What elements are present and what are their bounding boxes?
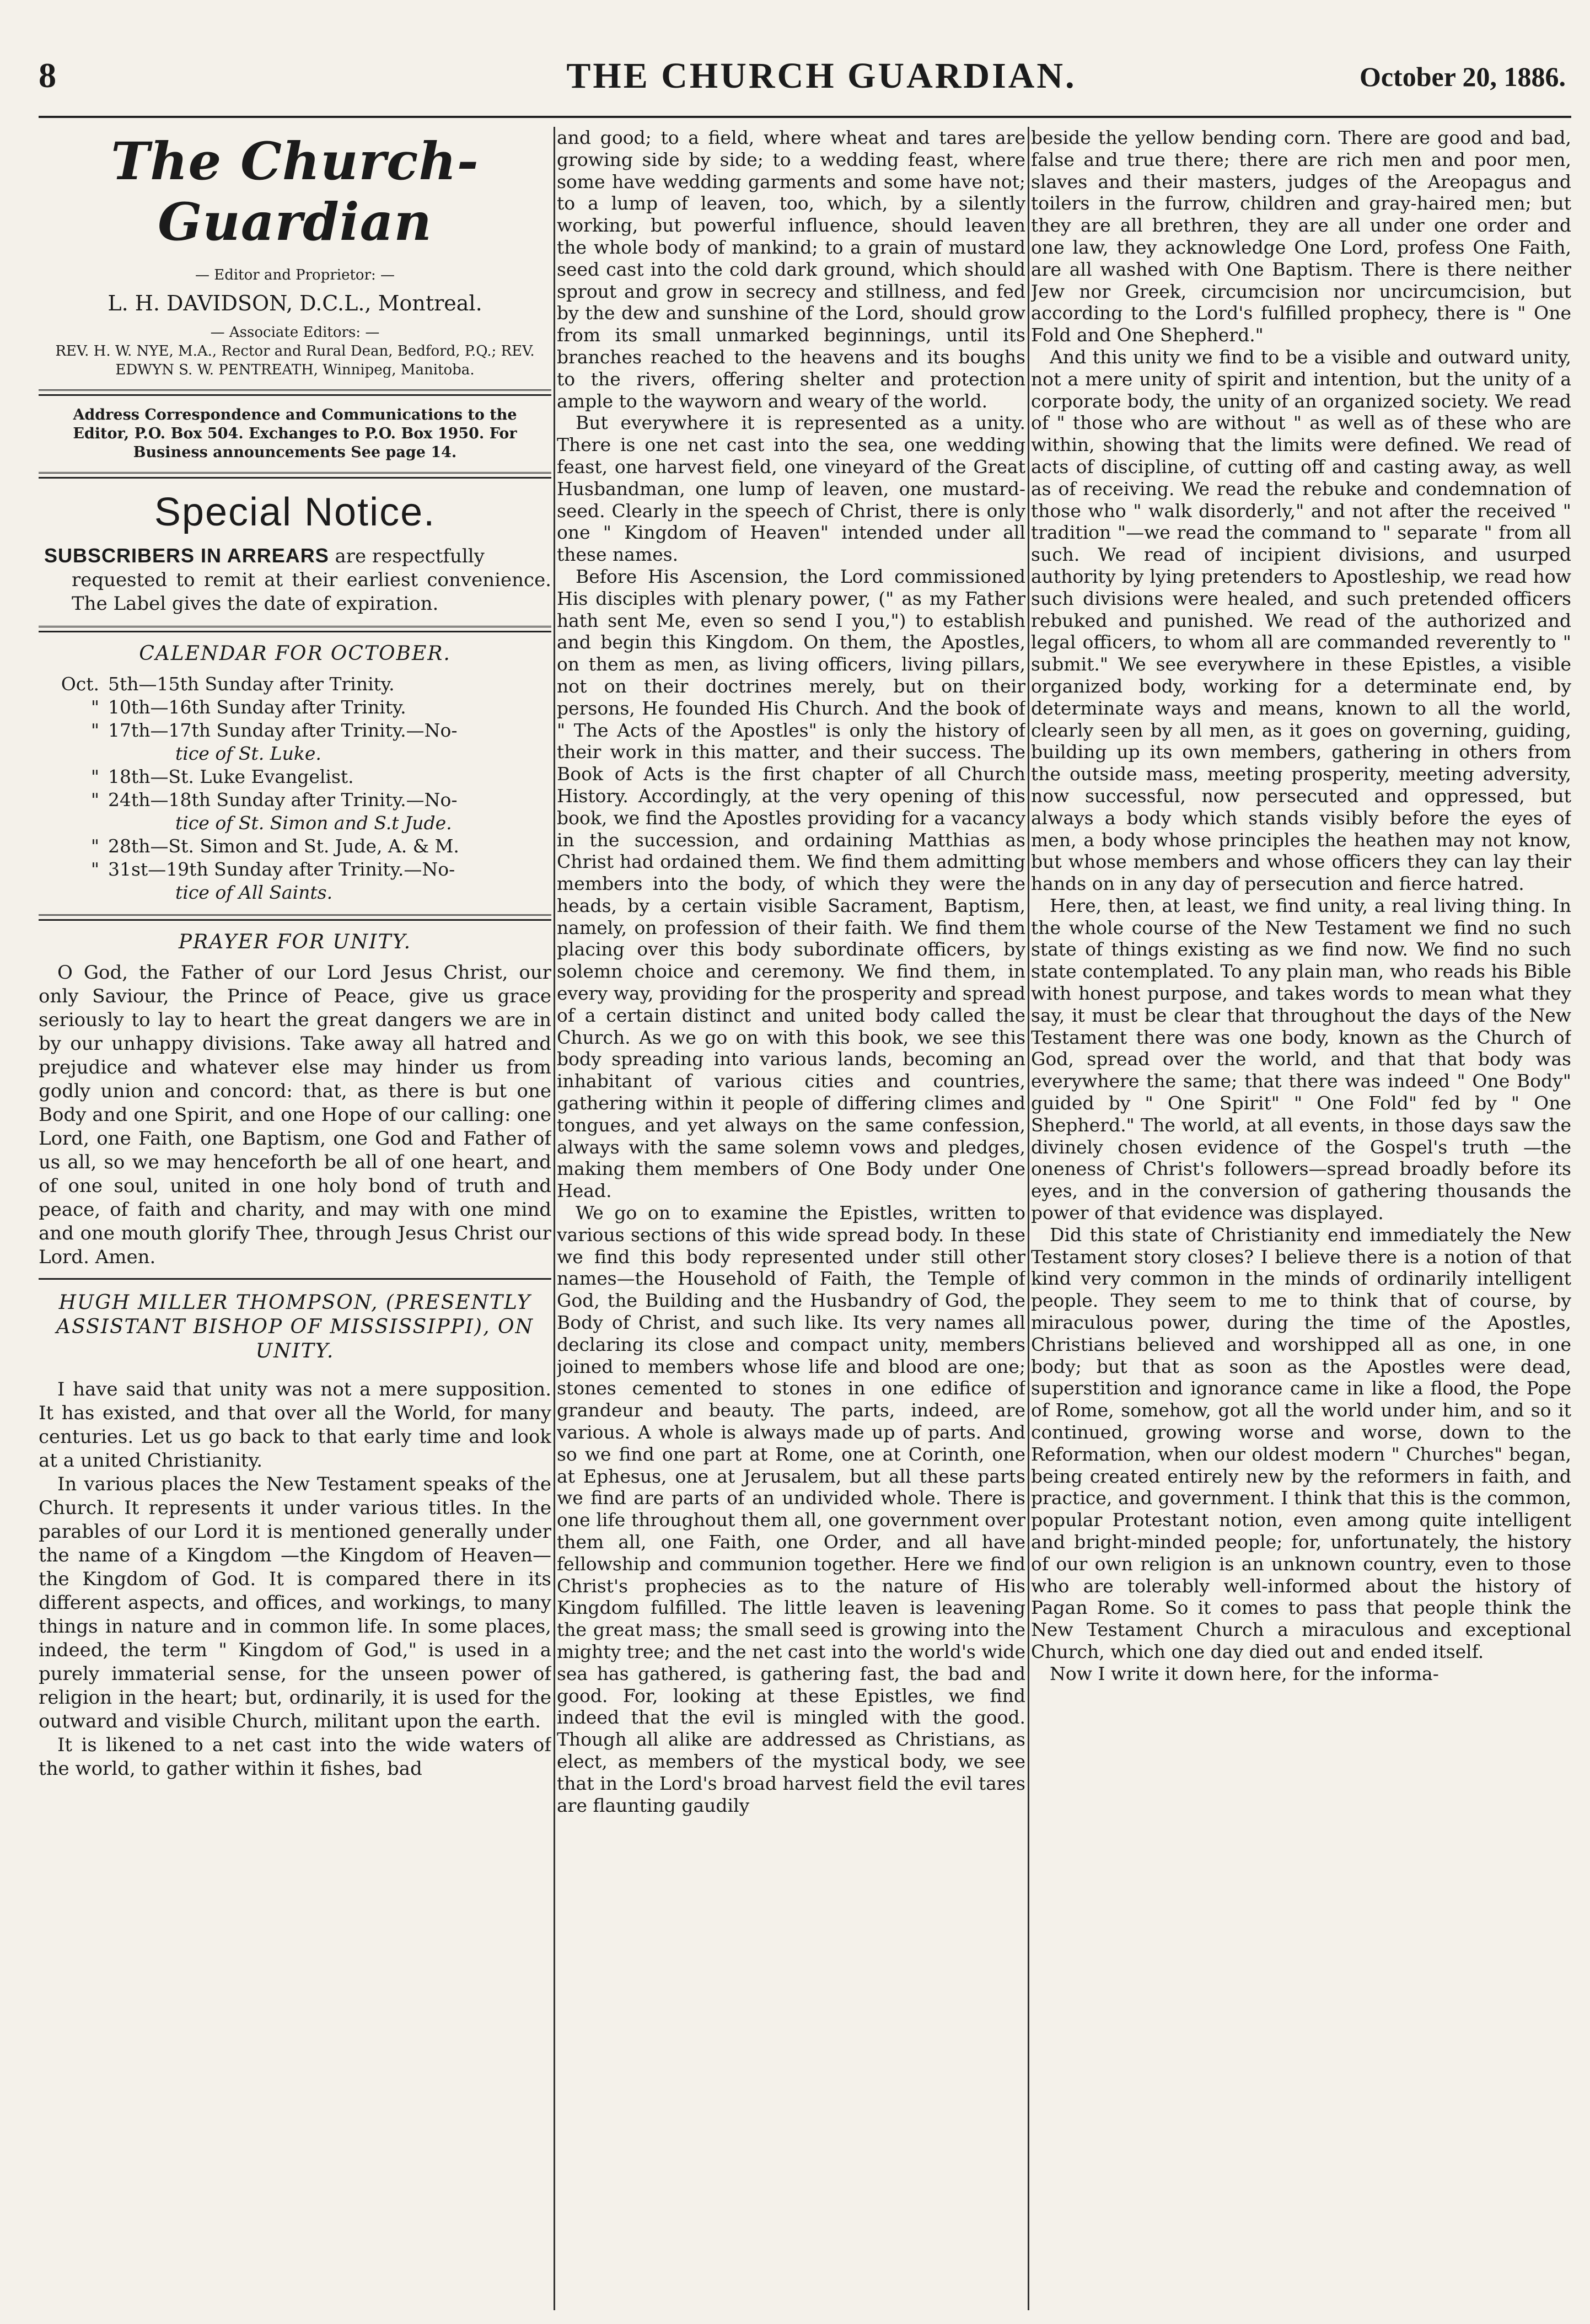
editor-name: L. H. DAVIDSON, D.C.L., Montreal. xyxy=(108,291,482,315)
article-paragraph: Now I write it down here, for the informa- xyxy=(1050,1662,1439,1684)
article-paragraph: It is likened to a net cast into the wide waters of the world, to gather within it fishes, bad xyxy=(39,1734,551,1780)
calendar-text: 17th—17th Sunday after Trinity.—No- xyxy=(108,720,458,741)
article-paragraph: and good; to a field, where wheat and tares are growing side by side; to a wedding feast, where some have wedding garments and some have not; to a lump of leaven, too, which, by a silently working, but powerful influence, should leaven the whole body of mankind; to a grain of mustard seed cast into the cold dark ground, which should sprout and grow in secrecy and stillness, and fed by the dew and sunshine of the Lord, should grow from its small unmarked beginnings, until its branches reached to the heavens and its boughs to the rivers, offering shelter and protection ample to the wayworn and weary of the world. xyxy=(557,127,1025,412)
address-notice: Address Correspondence and Communications to the Editor, P.O. Box 504. Exchanges to P.O. Box 1950. For Business announcements See page 14. xyxy=(73,406,517,461)
article-paragraph: beside the yellow bending corn. There are good and bad, false and true there; there are rich men and poor men, slaves and their masters, judges of the Areopagus and toilers in the furrow, children and gray-haired men; but they are all brethren, they are all under one order and one law, they acknowledge One Lord, profess One Faith, are all washed with One Baptism. There is there neither Jew nor Greek, circumcision nor uncircumcision, but according to the Lord's fulfilled prophecy, there is " One Fold and One Shepherd." xyxy=(1031,127,1571,346)
calendar-text: 24th—18th Sunday after Trinity.—No- xyxy=(108,789,458,811)
article-paragraph: I have said that unity was not a mere supposition. It has existed, and that over all the World, for many centuries. Let us go back to that early time and look at a united Christianity. xyxy=(39,1378,551,1472)
masthead-title: The Church-Guardian xyxy=(111,131,479,253)
calendar-month: " xyxy=(90,720,99,741)
calendar-entry xyxy=(39,719,551,742)
calendar-entry xyxy=(39,835,551,858)
column-divider xyxy=(554,127,555,2310)
calendar-heading: CALENDAR FOR OCTOBER. xyxy=(139,642,451,665)
calendar-continuation: tice of St. Simon and S.t Jude. xyxy=(175,812,452,834)
editor-label: — Editor and Proprietor: — xyxy=(195,267,395,283)
article-paragraph: And this unity we find to be a visible and outward unity, not a mere unity of spirit and intention, but the unity of a corporate body, the unity of an organized society. We read of " those who are without " as well as of these who are within, showing that the limits were defined. We read of acts of discipline, of cutting off and casting away, as well as of receiving. We read the rebuke and condemnation of those who " walk disorderly," and not after the received " tradition "—we read the command to " separate " from all such. We read of incipient divisions, and usurped authority by lying pretenders to Apostleship, we read how such divisions were healed, and such pretended officers rebuked and punished. We read of the authorized and legal officers, to whom all are commanded reverently to " submit." We see everywhere in these Epistles, a visible organized body, working for a determinate end, by determinate ways and means, known to all the world, clearly seen by all men, as it goes on governing, guiding, building up its own members, gathering in others from the outside mass, meeting prosperity, meeting adversity, now successful, now persecuted and oppressed, but always a body which stands visibly before the eyes of men, a body whose principles the heathen may not know, but whose members and whose officers they can lay their hands on in any day of persecution and fierce hatred. xyxy=(1031,346,1571,895)
divider xyxy=(39,472,551,479)
article-paragraph: Here, then, at least, we find unity, a real living thing. In the whole course of the New Testament we find no such state of things existing as we find now. We find no such state contemplated. To any plain man, who reads his Bible with honest purpose, and takes words to mean what they say, it must be clear that throughout the days of the New Testament there was one body, known as the Church of God, spread over the world, and that that body was everywhere the same; that there was indeed " One Body" guided by " One Spirit" " One Fold" fed by " One Shepherd." The world, at all events, in those days saw the divinely chosen evidence of the Gospel's truth —the oneness of Christ's followers—spread broadly before its eyes, and in the conversion of gathering thousands the power of that evidence was displayed. xyxy=(1031,894,1571,1224)
calendar-month: Oct. xyxy=(61,673,99,695)
calendar-month: " xyxy=(90,696,99,718)
associate-label: — Associate Editors: — xyxy=(210,324,380,341)
article-paragraph: Before His Ascension, the Lord commissioned His disciples with plenary power, (" as my Father hath sent Me, even so send I you,") to establish and begin this Kingdom. On them, the Apostles, on them as men, as living officers, living pillars, not on their doctrines merely, but on their persons, He founded His Church. And the book of " The Acts of the Apostles" is only the history of their work in this matter, and their success. The Book of Acts is the first chapter of all Church History. Accordingly, at the very opening of this book, we find the Apostles providing for a vacancy in the succession, and ordaining Matthias as Christ had ordained them. We find them admitting members into the body, of which they were the heads, by a certain visible Sacrament, Baptism, namely, on profession of their faith. We find them placing over this body subordinate officers, by solemn choice and ceremony. We find them, in every way, providing for the prosperity and spread of a certain distinct and united body called the Church. As we go on with this book, we see this body spreading into various lands, becoming an inhabitant of various cities and countries, gathering within it people of differing climes and tongues, and yet always on the same confession, always with the same solemn vows and pledges, making them members of One Body under One Head. xyxy=(557,565,1025,1202)
divider xyxy=(39,1278,551,1280)
special-notice-heading: Special Notice. xyxy=(154,490,436,534)
arrears-notice xyxy=(39,544,551,616)
arrears-lead: SUBSCRIBERS IN ARREARS xyxy=(44,544,329,567)
column-divider xyxy=(1028,127,1029,2310)
calendar-month: " xyxy=(90,766,99,787)
calendar-entry xyxy=(39,673,551,696)
prayer-heading: PRAYER FOR UNITY. xyxy=(178,931,412,953)
calendar-text: 18th—St. Luke Evangelist. xyxy=(108,766,354,787)
calendar-list xyxy=(39,673,551,904)
calendar-entry xyxy=(39,788,551,812)
calendar-text: 10th—16th Sunday after Trinity. xyxy=(108,696,406,718)
calendar-continuation: tice of St. Luke. xyxy=(175,743,321,764)
article-paragraph: But everywhere it is represented as a unity. There is one net cast into the sea, one wedding feast, one harvest field, one vineyard of the Great Husbandman, one lump of leaven, one mustard-seed. Clearly in the speech of Christ, there is only one " Kingdom of Heaven" intended under all these names. xyxy=(557,412,1025,566)
calendar-text: 5th—15th Sunday after Trinity. xyxy=(108,673,395,695)
article-paragraph: We go on to examine the Epistles, written to various sections of this wide spread body. In these we find this body represented under still other names—the Household of Faith, the Temple of God, the Building and the Husbandry of God, the Body of Christ, and such like. Its very names all declaring its close and compact unity, members joined to members whose life and blood are one; stones cemented to stones in one edifice of grandeur and beauty. The parts, indeed, are various. A whole is always made up of parts. And so we find one part at Rome, one at Corinth, one at Ephesus, one at Jerusalem, but all these parts we find are parts of an undivided whole. There is one life throughout them all, one government over them all, one Faith, one Order, and all have fellowship and communion together. Here we find Christ's prophecies as to the nature of His Kingdom fulfilled. The little leaven is leavening the great mass; the small seed is growing into the mighty tree; and the net cast into the world's wide sea has gathered, is gathering fast, the bad and good. For, looking at these Epistles, we find indeed that the evil is mingled with the good. Though all alike are addressed as Christians, as elect, as members of the mystical body, we see that in the Lord's broad harvest field the evil tares are flaunting gaudily xyxy=(557,1202,1025,1816)
calendar-text: 28th—St. Simon and St. Jude, A. & M. xyxy=(108,835,459,857)
prayer-text: O God, the Father of our Lord Jesus Christ, our only Saviour, the Prince of Peace, give us grace seriously to lay to heart the great dangers we are in by our unhappy divisions. Take away all hatred and prejudice and whatever else may hinder us from godly union and concord: that, as there is but one Body and one Spirit, and one Hope of our calling: one Lord, one Faith, one Baptism, one God and Father of us all, so we may henceforth be all of one heart, and of one soul, united in one holy bond of truth and peace, of faith and charity, and may with one mind and one mouth glorify Thee, through Jesus Christ our Lord. Amen. xyxy=(39,962,551,1268)
article-paragraph: Did this state of Christianity end immediately the New Testament story closes? I believe there is a notion of that kind very common in the minds of ordinarily intelligent people. They seem to me to think that of course, by miraculous power, during the time of the Apostles, Christians believed and worshipped all as one, in one body; but that as soon as the Apostles were dead, superstition and ignorance came in like a flood, the Pope of Rome, somehow, got all the world under him, and so it continued, growing worse and worse, down to the Reformation, when our oldest modern " Churches" began, being created entirely new by the reformers in faith, and practice, and government. I think that this is the common, popular Protestant notion, even among quite intelligent and bright-minded people; for, unfortunately, the history of our own religion is an unknown country, even to those who are tolerably well-informed about the history of Pagan Rome. So it comes to pass that people think the New Testament Church a miraculous and exceptional Church, which one day died out and ended itself. xyxy=(1031,1223,1571,1662)
arrears-text-first: are respectfully xyxy=(335,545,485,567)
calendar-month: " xyxy=(90,835,99,857)
calendar-entry xyxy=(39,765,551,788)
divider xyxy=(39,389,551,396)
issue-date: October 20, 1886. xyxy=(1359,61,1566,92)
column-1 xyxy=(39,127,551,2310)
divider xyxy=(39,626,551,632)
page-number: 8 xyxy=(39,56,56,95)
calendar-continuation: tice of All Saints. xyxy=(175,882,333,903)
column-2 xyxy=(557,127,1025,2310)
calendar-text: 31st—19th Sunday after Trinity.—No- xyxy=(108,858,455,880)
calendar-month: " xyxy=(90,858,99,880)
newspaper-title: THE CHURCH GUARDIAN. xyxy=(566,56,1077,96)
calendar-entry xyxy=(39,696,551,719)
article-heading: HUGH MILLER THOMPSON, (PRESENTLY ASSISTANT BISHOP OF MISSISSIPPI), ON UNITY. xyxy=(56,1291,534,1362)
column-3 xyxy=(1031,127,1571,2310)
associate-editors: REV. H. W. NYE, M.A., Rector and Rural Dean, Bedford, P.Q.; REV. EDWYN S. W. PENTREATH, Winnipeg, Manitoba. xyxy=(55,343,535,378)
article-paragraph: In various places the New Testament speaks of the Church. It represents it under various titles. In the parables of our Lord it is mentioned generally under the name of a Kingdom —the Kingdom of Heaven—the Kingdom of God. It is compared there in its different aspects, and offices, and workings, to many things in nature and in common life. In some places, indeed, the term " Kingdom of God," is used in a purely immaterial sense, for the unseen power of religion in the heart; but, ordinarily, it is used for the outward and visible Church, militant upon the earth. xyxy=(39,1473,551,1732)
arrears-text: requested to remit at their earliest convenience. The Label gives the date of expiration. xyxy=(72,569,551,615)
calendar-month: " xyxy=(90,789,99,811)
divider xyxy=(39,914,551,921)
calendar-entry xyxy=(39,858,551,881)
page-header xyxy=(39,55,1571,118)
